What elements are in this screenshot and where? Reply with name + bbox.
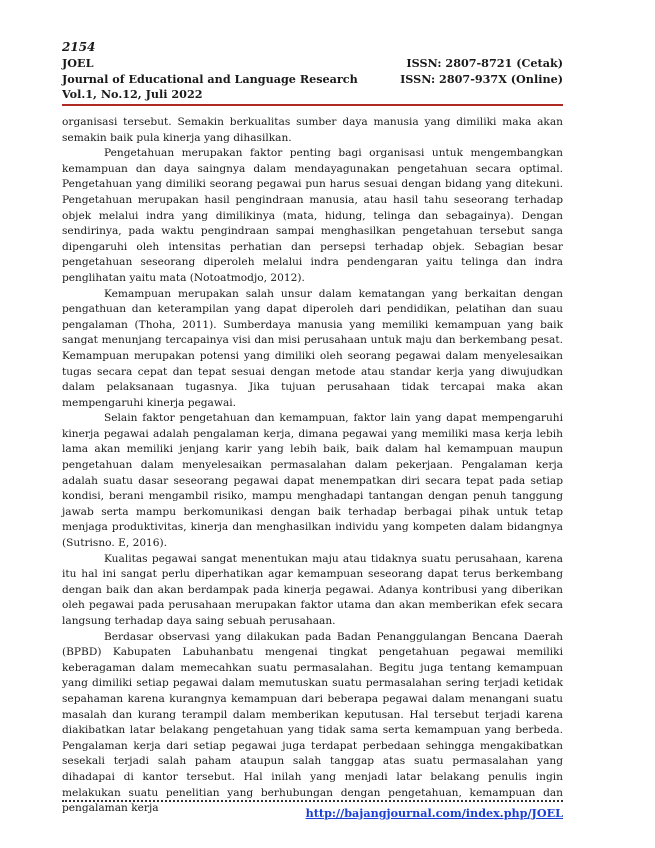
journal-name: Journal of Educational and Language Research <box>62 71 358 86</box>
paragraph: Pengetahuan merupakan faktor penting bagi organisasi untuk mengembangkan kemampuan dan daya saingnya dalam mendayagunakan pengetahuan secara optimal. Pengetahuan yang dimiliki seorang pegawai pun harus sesuai dengan bidang yang ditekuni. Pengetahuan merupakan hasil pengindraan manusia, atau hasil tahu seseorang terhadap objek melalui indra yang dimilikinya (mata, hidung, telinga dan sebagainya). Dengan sendirinya, pada waktu pengindraan sampai menghasilkan pengetahuan tersebut sanga dipengaruhi oleh intensitas perhatian dan persepsi terhadap objek. Sebagian besar pengetahuan seseorang diperoleh melalui indra pendengaran yaitu telinga dan indra penglihatan yaitu mata (Notoatmodjo, 2012). <box>62 147 563 284</box>
paragraph: organisasi tersebut. Semakin berkualitas sumber daya manusia yang dimiliki maka akan semakin baik pula kinerja yang dihasilkan. <box>62 116 563 144</box>
paragraph: Kualitas pegawai sangat menentukan maju atau tidaknya suatu perusahaan, karena itu hal ini sangat perlu diperhatikan agar kemampuan seseorang dapat terus berkembang dengan baik dan akan berdampak pada kinerja pegawai. Adanya kontribusi yang diberikan oleh pegawai pada perusahaan merupakan faktor utama dan akan memberikan efek secara langsung terhadap daya saing sebuah perusahaan. <box>62 552 563 627</box>
volume-info: Vol.1, No.12, Juli 2022 <box>62 87 203 101</box>
journal-header <box>62 56 563 103</box>
article-body <box>62 115 563 817</box>
journal-abbreviation: JOEL <box>62 56 94 70</box>
footer-divider <box>62 800 563 802</box>
paragraph: Berdasar observasi yang dilakukan pada Badan Penanggulangan Bencana Daerah (BPBD) Kabupaten Labuhanbatu mengenai tingkat pengetahuan pegawai memiliki keberagaman dalam memecahkan suatu permasalahan. Begitu juga tentang kemampuan yang dimiliki setiap pegawai dalam memutuskan suatu permasalahan sering terjadi ketidak sepahaman karena kurangnya kemampuan dari beberapa pegawai dalam menangani suatu masalah dan kurang terampil dalam memberikan keputusan. Hal tersebut terjadi karena diakibatkan latar belakang pengetahuan yang tidak sama serta kemampuan yang berbeda. Pengalaman kerja dari setiap pegawai juga terdapat perbedaan sehingga mengakibatkan sesekali terjadi salah paham ataupun salah tanggap atas suatu permasalahan yang dihadapai di kantor tersebut. Hal inilah yang menjadi latar belakang penulis ingin melakukan suatu penelitian yang berhubungan dengan pengetahuan, kemampuan dan pengalaman kerja <box>62 630 563 815</box>
page-number: 2154 <box>62 40 96 54</box>
issn-online: ISSN: 2807-937X (Online) <box>400 71 563 86</box>
issn-print: ISSN: 2807-8721 (Cetak) <box>406 56 563 70</box>
paragraph: Kemampuan merupakan salah unsur dalam kematangan yang berkaitan dengan pengathuan dan keterampilan yang dapat diperoleh dari pendidikan, pelatihan dan suau pengalaman (Thoha, 2011). Sumberdaya manusia yang memiliki kemampuan yang baik sangat menunjang tercapainya visi dan misi perusahaan untuk maju dan berkembang pesat. Kemampuan merupakan potensi yang dimiliki oleh seorang pegawai dalam menyelesaikan tugas secara cepat dan tepat sesuai dengan metode atau standar kerja yang diwujudkan dalam pelaksanaan tugasnya. Jika tujuan perusahaan tidak tercapai maka akan mempengaruhi kinerja pegawai. <box>62 287 563 409</box>
journal-url-link[interactable]: http://bajangjournal.com/index.php/JOEL <box>305 806 563 820</box>
paragraph: Selain faktor pengetahuan dan kemampuan, faktor lain yang dapat mempengaruhi kinerja pegawai adalah pengalaman kerja, dimana pegawai yang memiliki masa kerja lebih lama akan memiliki jenjang karir yang lebih baik, baik dalam hal kemampuan maupun pengetahuan dalam menyelesaikan permasalahan dalam pekerjaan. Pengalaman kerja adalah suatu dasar seseorang pegawai dapat menempatkan diri secara tepat pada setiap kondisi, berani mengambil risiko, mampu menghadapi tantangan dengan penuh tanggung jawab serta mampu berkomunikasi dengan baik terhadap berbagai pihak untuk tetap menjaga produktivitas, kinerja dan menghasilkan individu yang kompeten dalam bidangnya (Sutrisno. E, 2016). <box>62 412 563 550</box>
header-divider <box>62 104 563 106</box>
